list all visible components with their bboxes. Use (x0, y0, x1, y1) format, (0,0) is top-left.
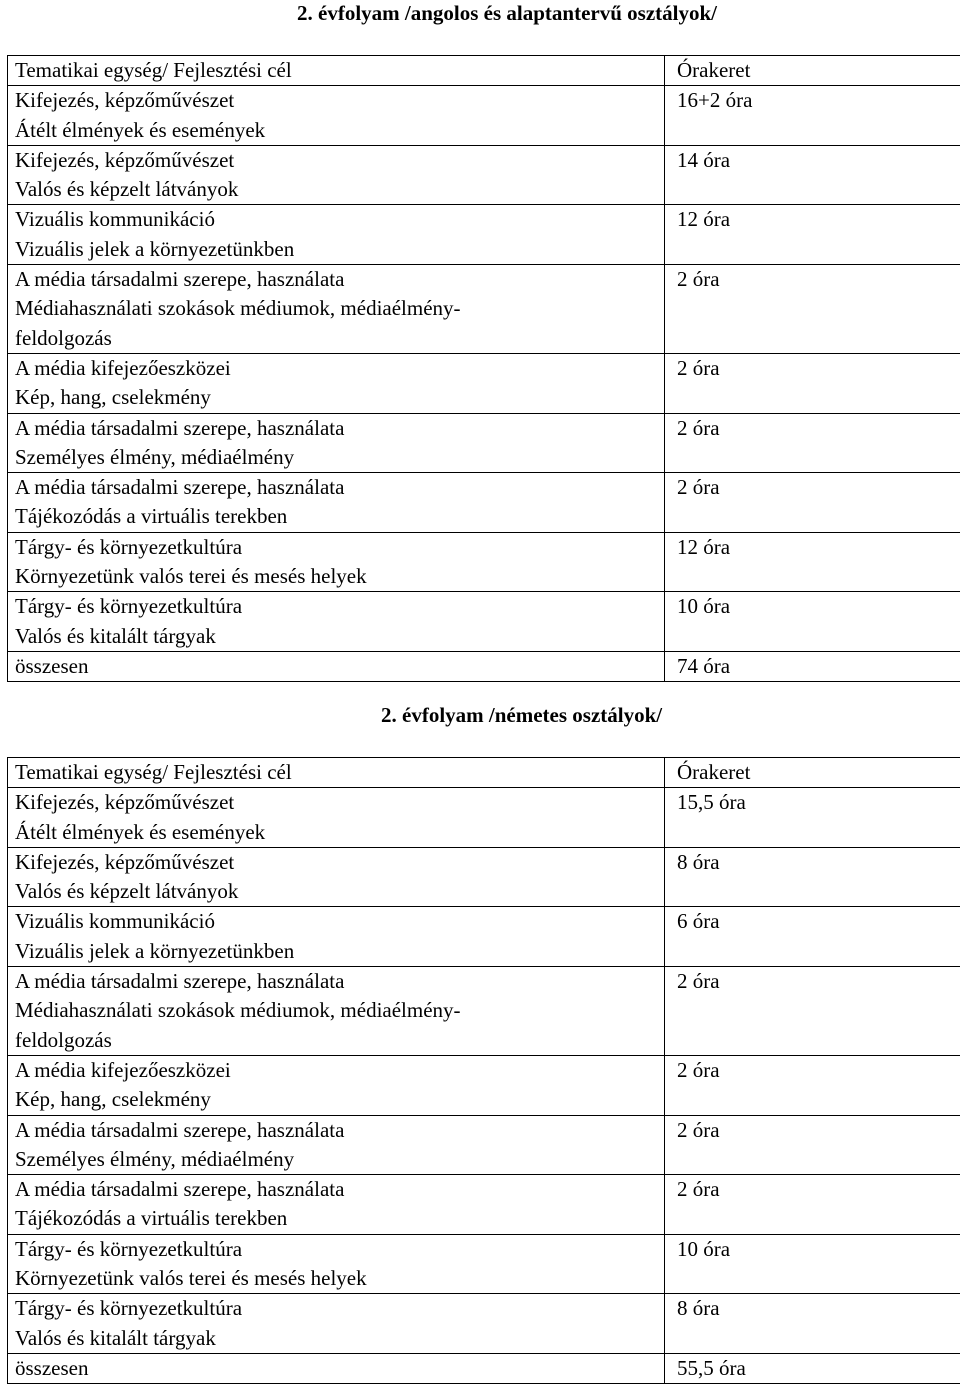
topic-line: Médiahasználati szokások médiumok, médiaélmény- (15, 294, 657, 323)
hours-cell (665, 205, 960, 265)
hours-cell (665, 56, 960, 86)
table-row (8, 1175, 960, 1235)
table-header-row (8, 56, 960, 86)
hours-value: 2 óra (677, 967, 953, 996)
hours-cell (665, 967, 960, 1056)
hours-value: 2 óra (677, 414, 953, 443)
curriculum-table-nemetes (7, 757, 960, 1384)
topic-line: Tárgy- és környezetkultúra (15, 592, 657, 621)
table-row (8, 86, 960, 146)
topic-cell (8, 1294, 665, 1354)
table-row (8, 967, 960, 1056)
topic-line: Vizuális kommunikáció (15, 907, 657, 936)
hours-cell (665, 86, 960, 146)
topic-line: Kifejezés, képzőművészet (15, 86, 657, 115)
hours-value: Órakeret (677, 56, 953, 85)
topic-line: Személyes élmény, médiaélmény (15, 1145, 657, 1174)
table-row (8, 1234, 960, 1294)
topic-cell (8, 592, 665, 652)
hours-cell (665, 847, 960, 907)
topic-cell (8, 532, 665, 592)
hours-cell (665, 758, 960, 788)
hours-cell (665, 145, 960, 205)
topic-line: Átélt élmények és események (15, 818, 657, 847)
hours-value: 2 óra (677, 1175, 953, 1204)
topic-line: A média kifejezőeszközei (15, 1056, 657, 1085)
topic-cell (8, 473, 665, 533)
hours-value: 8 óra (677, 848, 953, 877)
hours-value: 12 óra (677, 205, 953, 234)
topic-cell (8, 907, 665, 967)
table-row (8, 592, 960, 652)
hours-cell (665, 1234, 960, 1294)
hours-value: 2 óra (677, 265, 953, 294)
hours-value: 10 óra (677, 592, 953, 621)
topic-line: Tematikai egység/ Fejlesztési cél (15, 56, 657, 85)
topic-line: Környezetünk valós terei és mesés helyek (15, 1264, 657, 1293)
topic-line: Valós és képzelt látványok (15, 175, 657, 204)
hours-value: 8 óra (677, 1294, 953, 1323)
hours-cell (665, 265, 960, 354)
topic-cell (8, 86, 665, 146)
topic-cell (8, 1353, 665, 1383)
hours-cell (665, 1294, 960, 1354)
topic-line: Tárgy- és környezetkultúra (15, 1294, 657, 1323)
hours-cell (665, 788, 960, 848)
topic-line: A média kifejezőeszközei (15, 354, 657, 383)
table-row (8, 413, 960, 473)
topic-cell (8, 205, 665, 265)
hours-value: 10 óra (677, 1235, 953, 1264)
table-header-row (8, 758, 960, 788)
topic-line: Vizuális jelek a környezetünkben (15, 235, 657, 264)
hours-cell (665, 1353, 960, 1383)
topic-line: A média társadalmi szerepe, használata (15, 414, 657, 443)
topic-cell (8, 56, 665, 86)
topic-cell (8, 788, 665, 848)
topic-line: Kifejezés, képzőművészet (15, 146, 657, 175)
table-total-row (8, 651, 960, 681)
topic-line: összesen (15, 1354, 657, 1383)
table-row (8, 1294, 960, 1354)
hours-value: 55,5 óra (677, 1354, 953, 1383)
topic-cell (8, 1175, 665, 1235)
topic-cell (8, 758, 665, 788)
table-row (8, 265, 960, 354)
topic-cell (8, 265, 665, 354)
table-row (8, 1055, 960, 1115)
table-row (8, 1115, 960, 1175)
topic-line: Vizuális kommunikáció (15, 205, 657, 234)
topic-line: Valós és kitalált tárgyak (15, 622, 657, 651)
topic-line: Személyes élmény, médiaélmény (15, 443, 657, 472)
hours-cell (665, 473, 960, 533)
topic-cell (8, 651, 665, 681)
topic-line: Kép, hang, cselekmény (15, 1085, 657, 1114)
hours-value: 2 óra (677, 1056, 953, 1085)
hours-cell (665, 651, 960, 681)
table-row (8, 205, 960, 265)
hours-cell (665, 907, 960, 967)
hours-cell (665, 532, 960, 592)
hours-cell (665, 592, 960, 652)
topic-line: Vizuális jelek a környezetünkben (15, 937, 657, 966)
table-row (8, 532, 960, 592)
topic-line: A média társadalmi szerepe, használata (15, 1116, 657, 1145)
topic-line: Tárgy- és környezetkultúra (15, 533, 657, 562)
table-row (8, 847, 960, 907)
curriculum-table-angolos (7, 55, 960, 682)
topic-line: A média társadalmi szerepe, használata (15, 1175, 657, 1204)
topic-line: Tárgy- és környezetkultúra (15, 1235, 657, 1264)
hours-cell (665, 353, 960, 413)
topic-cell (8, 353, 665, 413)
hours-cell (665, 1175, 960, 1235)
topic-line: Tájékozódás a virtuális terekben (15, 1204, 657, 1233)
hours-value: 2 óra (677, 354, 953, 383)
topic-line: Médiahasználati szokások médiumok, médiaélmény- (15, 996, 657, 1025)
hours-cell (665, 413, 960, 473)
topic-cell (8, 145, 665, 205)
topic-line: Kép, hang, cselekmény (15, 383, 657, 412)
topic-line: összesen (15, 652, 657, 681)
section-title-nemetes: 2. évfolyam /németes osztályok/ (381, 703, 662, 727)
topic-line: Kifejezés, képzőművészet (15, 848, 657, 877)
section-title-angolos: 2. évfolyam /angolos és alaptantervű osztályok/ (297, 1, 717, 25)
table-row (8, 353, 960, 413)
hours-value: 12 óra (677, 533, 953, 562)
hours-value: 16+2 óra (677, 86, 953, 115)
topic-cell (8, 1115, 665, 1175)
topic-line: Valós és képzelt látványok (15, 877, 657, 906)
table-row (8, 907, 960, 967)
hours-value: 14 óra (677, 146, 953, 175)
hours-value: 6 óra (677, 907, 953, 936)
hours-value: 2 óra (677, 473, 953, 502)
topic-line: Kifejezés, képzőművészet (15, 788, 657, 817)
table-row (8, 473, 960, 533)
topic-line: Valós és kitalált tárgyak (15, 1324, 657, 1353)
hours-value: 15,5 óra (677, 788, 953, 817)
topic-line: A média társadalmi szerepe, használata (15, 473, 657, 502)
topic-line: feldolgozás (15, 1026, 657, 1055)
topic-line: Átélt élmények és események (15, 116, 657, 145)
hours-cell (665, 1115, 960, 1175)
topic-line: A média társadalmi szerepe, használata (15, 967, 657, 996)
hours-cell (665, 1055, 960, 1115)
topic-line: Környezetünk valós terei és mesés helyek (15, 562, 657, 591)
topic-line: Tájékozódás a virtuális terekben (15, 502, 657, 531)
topic-line: Tematikai egység/ Fejlesztési cél (15, 758, 657, 787)
table-row (8, 145, 960, 205)
hours-value: 74 óra (677, 652, 953, 681)
table-row (8, 788, 960, 848)
topic-line: A média társadalmi szerepe, használata (15, 265, 657, 294)
topic-cell (8, 847, 665, 907)
topic-cell (8, 413, 665, 473)
table-total-row (8, 1353, 960, 1383)
hours-value: Órakeret (677, 758, 953, 787)
topic-line: feldolgozás (15, 324, 657, 353)
topic-cell (8, 1055, 665, 1115)
topic-cell (8, 1234, 665, 1294)
hours-value: 2 óra (677, 1116, 953, 1145)
topic-cell (8, 967, 665, 1056)
